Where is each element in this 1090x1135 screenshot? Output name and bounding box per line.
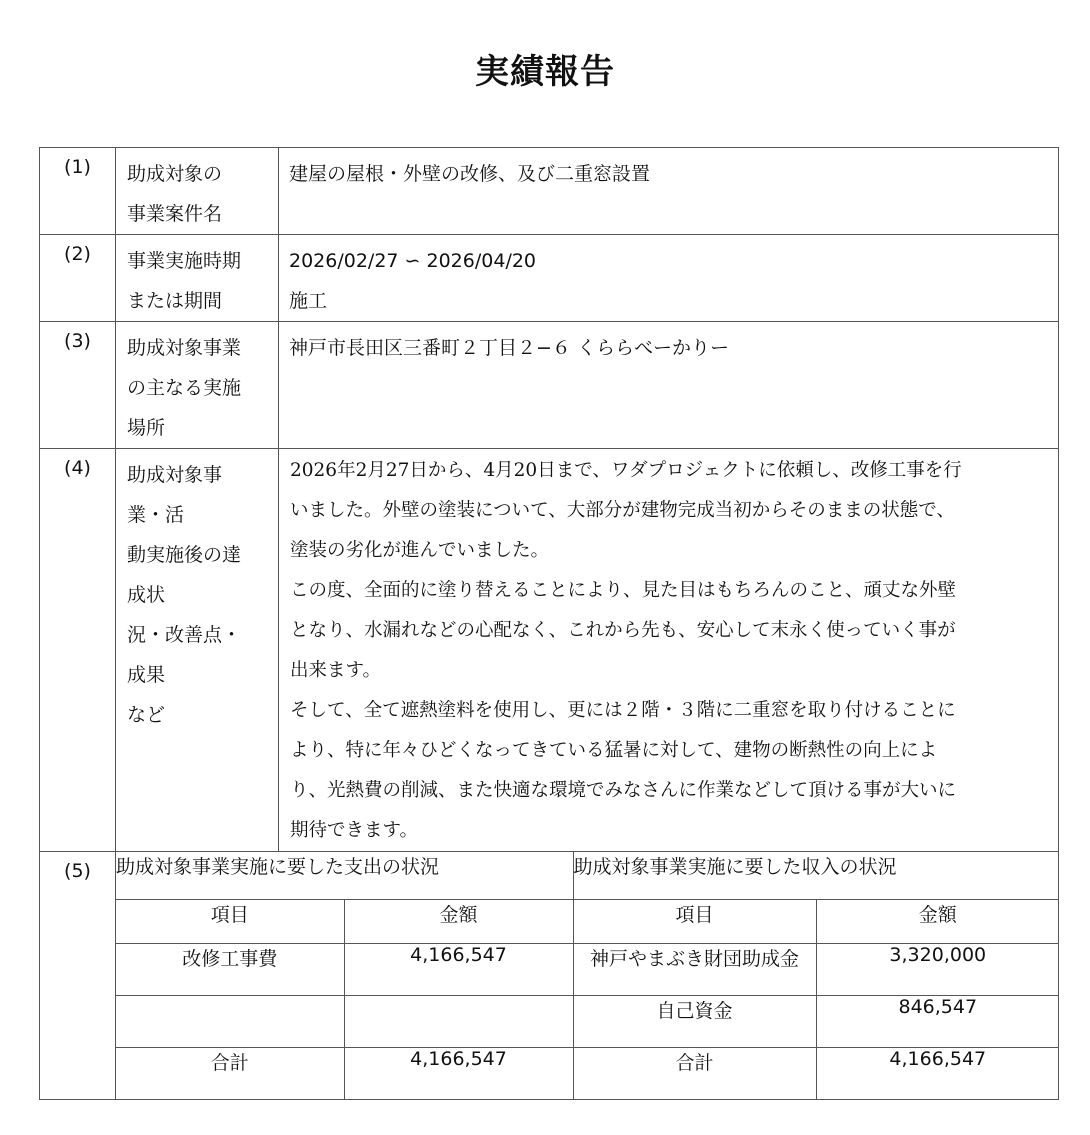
label-line: 業・活: [127, 504, 185, 526]
description-line: いました。外壁の塗装について、大部分が建物完成当初からそのままの状態で、: [290, 500, 955, 521]
label-line: など: [127, 704, 166, 726]
label-line: 事業実施時期: [127, 250, 242, 272]
expense-item: [116, 996, 344, 1048]
value-line: 施工: [289, 290, 328, 312]
income-item: 自己資金: [573, 996, 816, 1048]
label-line: 助成対象事: [127, 464, 223, 486]
description-line: となり、水漏れなどの心配なく、これから先も、安心して末永く使っていく事が: [290, 620, 956, 641]
table-row: [116, 996, 1059, 1048]
expense-amount-header: 金額: [344, 900, 573, 944]
row-label: [116, 449, 279, 852]
label-line: 助成対象事業: [127, 337, 242, 359]
label-line: 況・改善点・: [127, 624, 242, 646]
row-finance: [40, 852, 1059, 1100]
row-period: [40, 235, 1059, 322]
income-amount-header: 金額: [816, 900, 1059, 944]
income-item-header: 項目: [573, 900, 816, 944]
label-line: 動実施後の達: [127, 544, 242, 566]
income-title: 助成対象事業実施に要した収入の状況: [573, 852, 1059, 900]
description-line: 塗装の劣化が進んでいました。: [290, 540, 550, 561]
value-line: 神戸市長田区三番町２丁目２−６ くららべーかりー: [289, 337, 729, 359]
expense-amount: [344, 996, 573, 1048]
row-label: [116, 148, 279, 235]
row-label: [116, 235, 279, 322]
income-total-label: 合計: [573, 1048, 816, 1100]
row-number: (2): [40, 235, 116, 322]
description-line: り、光熱費の削減、また快適な環境でみなさんに作業などして頂ける事が大いに: [290, 780, 957, 801]
expense-total-amount: 4,166,547: [344, 1048, 573, 1100]
report-table: [39, 147, 1059, 1100]
table-row: [116, 1048, 1059, 1100]
finance-section: [116, 852, 1059, 1100]
row-number: (5): [40, 852, 116, 1100]
row-project-name: [40, 148, 1059, 235]
description-line: 期待できます。: [290, 820, 419, 841]
expense-item: 改修工事費: [116, 944, 344, 996]
results-description: [279, 449, 1059, 852]
description-line: この度、全面的に塗り替えることにより、見た目はもちろんのこと、頑丈な外壁: [290, 580, 957, 601]
label-line: または期間: [127, 290, 223, 312]
finance-column-headers: [116, 900, 1059, 944]
expense-title: 助成対象事業実施に要した支出の状況: [116, 852, 573, 900]
label-line: 場所: [127, 417, 166, 439]
description-line: 出来ます。: [290, 660, 382, 681]
label-line: の主なる実施: [127, 377, 242, 399]
income-total-amount: 4,166,547: [816, 1048, 1059, 1100]
description-line: より、特に年々ひどくなってきている猛暑に対して、建物の断熱性の向上によ: [290, 740, 938, 761]
expense-item-header: 項目: [116, 900, 344, 944]
expense-total-label: 合計: [116, 1048, 344, 1100]
label-line: 助成対象の: [127, 163, 223, 185]
label-line: 成状: [127, 584, 166, 606]
row-label: [116, 322, 279, 449]
row-value: [279, 235, 1059, 322]
row-number: (3): [40, 322, 116, 449]
expense-amount: 4,166,547: [344, 944, 573, 996]
row-value: [279, 148, 1059, 235]
label-line: 事業案件名: [127, 203, 223, 225]
income-amount: 846,547: [816, 996, 1059, 1048]
income-item: 神戸やまぶき財団助成金: [573, 944, 816, 996]
label-line: 成果: [127, 664, 166, 686]
row-number: (4): [40, 449, 116, 852]
income-amount: 3,320,000: [816, 944, 1059, 996]
row-value: [279, 322, 1059, 449]
description-line: 2026年2月27日から、4月20日まで、ワダプロジェクトに依頼し、改修工事を行: [290, 460, 962, 481]
value-line: 建屋の屋根・外壁の改修、及び二重窓設置: [289, 163, 651, 185]
row-location: [40, 322, 1059, 449]
row-results: [40, 449, 1059, 852]
value-line: 2026/02/27 ∽ 2026/04/20: [289, 250, 537, 272]
page-title: 実績報告: [475, 52, 615, 92]
finance-section-headers: [116, 852, 1059, 900]
description-line: そして、全て遮熱塗料を使用し、更には２階・３階に二重窓を取り付けることに: [290, 700, 956, 721]
table-row: [116, 944, 1059, 996]
finance-table: [116, 852, 1059, 1099]
row-number: (1): [40, 148, 116, 235]
